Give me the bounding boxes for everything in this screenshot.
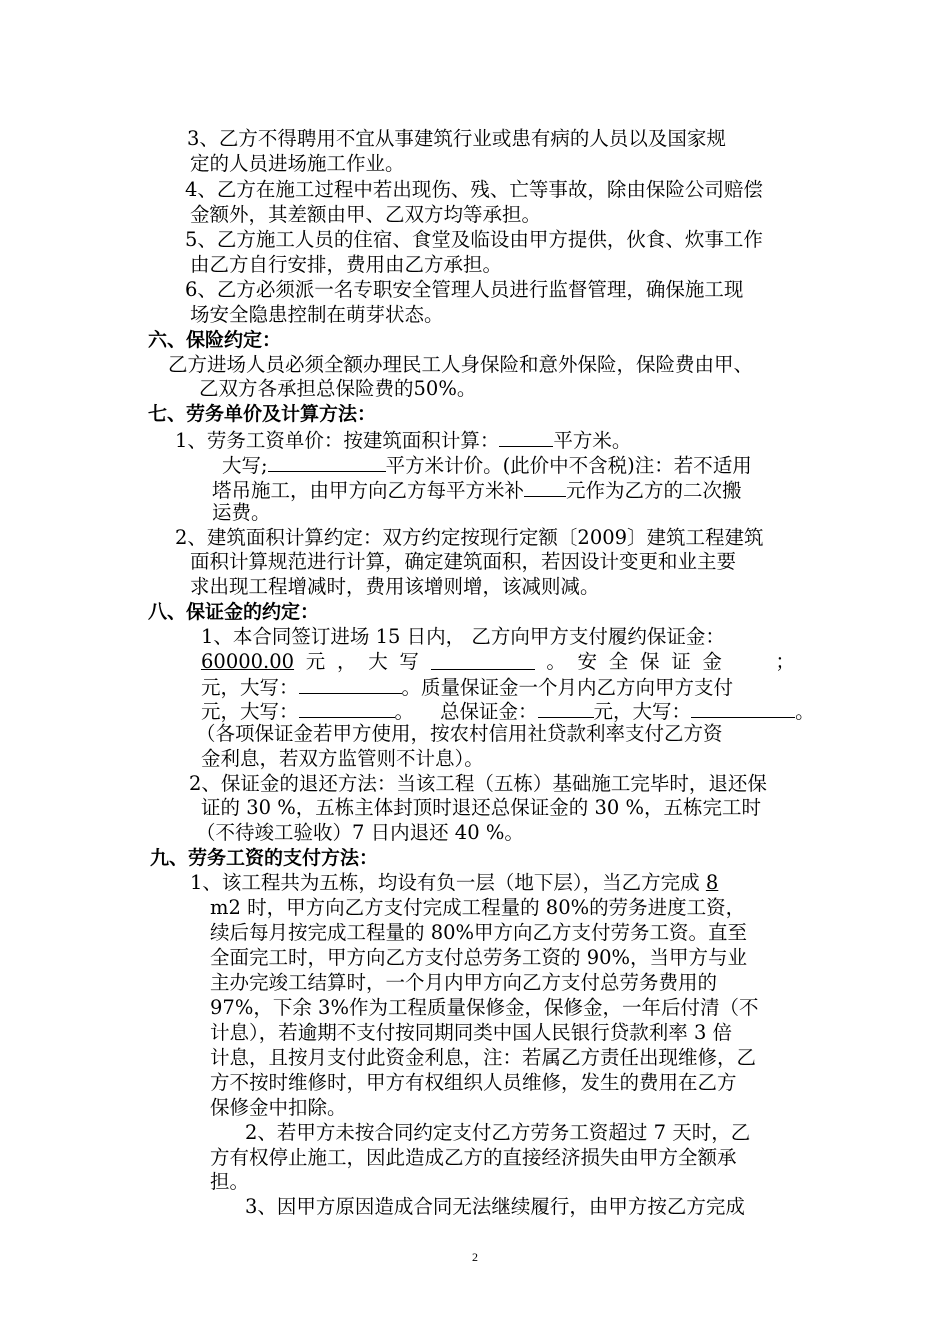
line-text: 保 xyxy=(639,650,660,673)
line-text: 平方米。 xyxy=(553,429,632,452)
text-line: 担。 xyxy=(210,1170,250,1193)
section-heading-insurance: 六、保险约定： xyxy=(148,329,282,351)
text-line xyxy=(201,698,815,723)
line-text: ； xyxy=(775,650,795,673)
line-text: 1、该工程共为五栋，均设有负一层（地下层），当乙方完成 xyxy=(190,871,700,894)
line-text: 元 xyxy=(305,650,326,673)
line-text: 1、劳务工资单价：按建筑面积计算： xyxy=(175,429,500,452)
fill-blank xyxy=(691,698,795,718)
text-line: 金额外，其差额由甲、乙双方均等承担。 xyxy=(190,203,542,226)
text-line xyxy=(212,477,742,502)
text-line: （不待竣工验收）7 日内退还 40 %。 xyxy=(196,821,524,844)
text-line: 3、乙方不得聘用不宜从事建筑行业或患有病的人员以及国家规 xyxy=(187,127,726,150)
line-text: 大写; xyxy=(222,454,268,477)
line-text: 元作为乙方的二次搬 xyxy=(566,479,742,502)
fill-blank xyxy=(299,698,395,718)
text-line: 计息，且按月支付此资金利息，注：若属乙方责任出现维修，乙 xyxy=(210,1046,757,1069)
text-line: （各项保证金若甲方使用，按农村信用社贷款利率支付乙方资 xyxy=(196,722,723,745)
line-text: 塔吊施工，由甲方向乙方每平方米补 xyxy=(212,479,525,502)
deposit-amount: 60000.00 xyxy=(201,650,295,673)
spacer xyxy=(734,650,764,675)
text-line: 运费。 xyxy=(212,501,271,524)
text-line: 2、若甲方未按合同约定支付乙方劳务工资超过 7 天时，乙 xyxy=(245,1121,751,1144)
line-text: 元，大写： xyxy=(201,676,299,699)
line-text: 。 xyxy=(795,700,815,723)
text-line: 1、本合同签订进场 15 日内， 乙方向甲方支付履约保证金： xyxy=(201,625,725,648)
fill-blank xyxy=(299,674,402,694)
text-line: 保修金中扣除。 xyxy=(210,1096,347,1119)
line-text: 平方米计价。(此价中不含税)注：若不适用 xyxy=(385,454,752,477)
line-text: 全 xyxy=(608,650,629,673)
text-line xyxy=(190,871,718,896)
text-line: 5、乙方施工人员的住宿、食堂及临设由甲方提供，伙食、炊事工作 xyxy=(185,228,763,251)
text-line: 6、乙方必须派一名专职安全管理人员进行监督管理，确保施工现 xyxy=(185,278,744,301)
text-line: 证的 30 %，五栋主体封顶时退还总保证金的 30 %，五栋完工时 xyxy=(201,796,761,819)
text-line: 续后每月按完成工程量的 80%甲方向乙方支付劳务工资。直至 xyxy=(210,921,748,944)
text-line: 乙方进场人员必须全额办理民工人身保险和意外保险，保险费由甲、 xyxy=(168,353,754,376)
line-text: 。 xyxy=(394,700,415,723)
fill-blank xyxy=(499,427,553,447)
text-line xyxy=(175,427,631,452)
text-line: m2 时，甲方向乙方支付完成工程量的 80%的劳务进度工资， xyxy=(210,896,746,919)
text-line: 97%，下余 3%作为工程质量保修金，保修金，一年后付清（不 xyxy=(210,996,759,1019)
text-line: 由乙方自行安排，费用由乙方承担。 xyxy=(190,253,503,276)
text-line: 2、建筑面积计算约定：双方约定按现行定额〔2009〕建筑工程建筑 xyxy=(175,526,764,549)
text-line: 乙双方各承担总保险费的50%。 xyxy=(199,377,477,400)
line-text: 金 xyxy=(702,650,722,673)
page-number: 2 xyxy=(472,1250,478,1264)
fill-blank xyxy=(431,650,535,670)
line-text: 证 xyxy=(671,650,691,673)
text-line xyxy=(222,452,752,477)
text-line: 方有权停止施工，因此造成乙方的直接经济损失由甲方全额承 xyxy=(210,1146,737,1169)
text-line: 方不按时维修时，甲方有权组织人员维修，发生的费用在乙方 xyxy=(210,1071,737,1094)
section-heading-deposit: 八、保证金的约定： xyxy=(148,601,320,623)
text-line: 求出现工程增减时，费用该增则增，该减则减。 xyxy=(190,575,600,598)
fill-blank xyxy=(524,477,566,497)
section-heading-payment: 九、劳务工资的支付方法： xyxy=(150,847,379,869)
line-text: 。 xyxy=(546,650,566,673)
text-line: 4、乙方在施工过程中若出现伤、残、亡等事故，除由保险公司赔偿 xyxy=(185,178,763,201)
text-line xyxy=(201,674,733,699)
text-line xyxy=(201,650,795,675)
line-text: 元，大写： xyxy=(201,700,299,723)
line-text: 。质量保证金一个月内乙方向甲方支付 xyxy=(401,676,734,699)
text-line: 计息），若逾期不支付按同期同类中国人民银行贷款利率 3 倍 xyxy=(210,1021,733,1044)
text-line: 3、因甲方原因造成合同无法继续履行，由甲方按乙方完成 xyxy=(245,1195,745,1218)
fill-blank xyxy=(538,698,594,718)
text-line: 2、保证金的退还方法：当该工程（五栋）基础施工完毕时，退还保 xyxy=(189,772,767,795)
line-text: 写 xyxy=(399,650,419,673)
line-text: ， xyxy=(336,650,357,673)
line-text: 安 xyxy=(577,650,598,673)
line-text: 大 xyxy=(368,650,388,673)
fill-blank xyxy=(268,452,386,472)
text-line: 金利息，若双方监管则不计息）。 xyxy=(201,747,484,770)
line-text: 总保证金： xyxy=(440,700,538,723)
text-line: 场安全隐患控制在萌芽状态。 xyxy=(190,303,444,326)
text-line: 主办完竣工结算时，一个月内甲方向乙方支付总劳务费用的 xyxy=(210,971,718,994)
text-line: 定的人员进场施工作业。 xyxy=(190,152,405,175)
line-text: 元，大写： xyxy=(593,700,692,723)
text-line: 全面完工时，甲方向乙方支付总劳务工资的 90%，当甲方与业 xyxy=(210,946,748,969)
section-heading-unit-price: 七、劳务单价及计算方法： xyxy=(148,403,377,425)
line-text: 8 xyxy=(705,871,719,894)
text-line: 面积计算规范进行计算，确定建筑面积，若因设计变更和业主要 xyxy=(190,550,737,573)
